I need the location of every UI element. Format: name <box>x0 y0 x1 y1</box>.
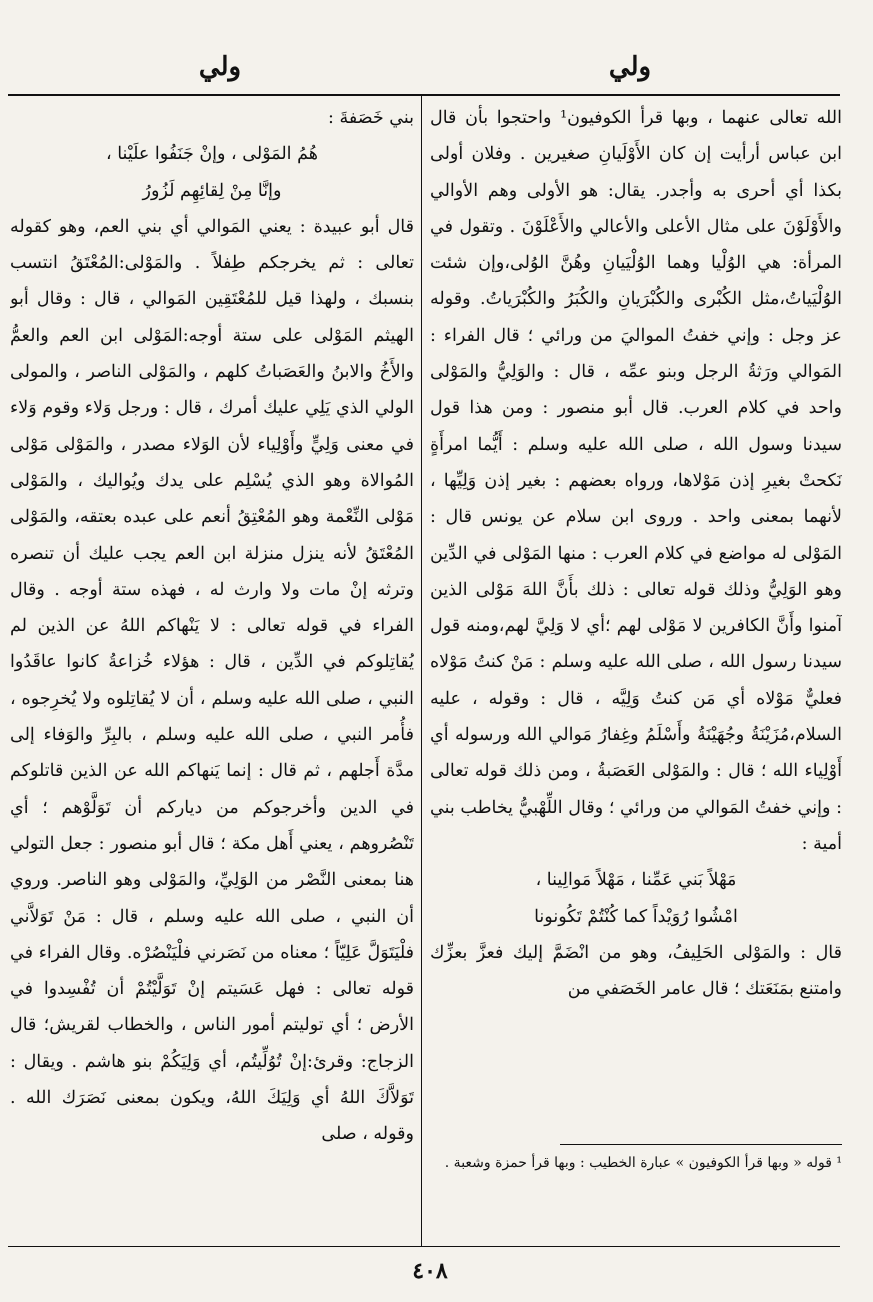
header-right-title: ولي <box>608 52 652 82</box>
footnote-rule <box>560 1144 842 1145</box>
column-divider <box>421 96 422 1246</box>
right-paragraph-1: الله تعالى عنهما ، وبها قرأ الكوفيون¹ واحتجوا بأن قال ابن عباس أرأيت إن كان الأَوْلَيانِ صغيرين . وفلان أولى بكذا أي أحرى به وأجدر. يقال: هو الأولى وهم الأوالي والأَوْلَوْنَ على مثال الأعلى والأعالي والأَعْلَوْنَ . وتقول في المرأة: هي الوُلْيا وهما الوُلْيَيانِ وهُنَّ الوُلى،وإن شئت الوُلْيَياتُ،مثل الكُبْرى والكُبْرَيانِ والكُبَرُ والكُبْرَياتُ. وقوله عز وجل : وإني خفتُ المواليَ من ورائي ؛ قال الفراء : المَوالي ورَثةُ الرجل وبنو عمِّه ، قال : والوَلِيُّ والمَوْلى واحد في كلام العرب. قال أبو منصور : ومن هذا قول سيدنا وسول الله ، صلى الله عليه وسلم : أَيُّما امرأَةٍ نَكحتْ بغيرِ إذن مَوْلاها، ورواه بعضهم : بغير إذن وَلِيِّها ، لأنهما بمعنى واحد . وروى ابن سلام عن يونس قال : المَوْلى له مواضع في كلام العرب : منها المَوْلى في الدِّين وهو الوَلِيُّ وذلك قوله تعالى : ذلك بأَنَّ اللهَ مَوْلى الذين آمنوا وأَنَّ الكافرين لا مَوْلى لهم ؛أي لا وَلِيَّ لهم،ومنه قول سيدنا رسول الله ، صلى الله عليه وسلم : مَنْ كنتُ مَوْلاه فعليٌّ مَوْلاه أي مَن كنتُ وَلِيَّه ، قال : وقوله ، عليه السلام،مُزَيْنَةُ وجُهَيْنَةُ وأَسْلَمُ وغِفارُ مَوالي الله ورسوله أي أَوْلِياء الله ؛ قال : والمَوْلى العَصَبةُ ، ومن ذلك قوله تعالى : وإني خفتُ المَوالي من ورائي ؛ وقال اللِّهْبيُّ يخاطب بني أمية : <box>430 108 842 854</box>
bottom-rule <box>8 1246 840 1247</box>
right-paragraph-2: قال : والمَوْلى الحَلِيفُ، وهو من انْضَمَّ إليك فعزَّ بعزِّك وامتنع بمَنَعَتك ؛ قال عامر الخَصَفي من <box>430 942 842 1000</box>
left-column <box>10 100 414 1240</box>
right-verse-2: امْشُوا رُوَيْداً كما كُنْتُمْ تَكُونونا <box>534 906 738 927</box>
right-verse-1: مَهْلاً بَني عَمِّنا ، مَهْلاً مَوالِينا ، <box>535 870 737 891</box>
left-verse-1: هُمُ المَوْلى ، وإنْ جَنَفُوا علَيْنا ، <box>106 144 318 165</box>
page-number: ٤٠٨ <box>412 1258 448 1284</box>
left-paragraph-0: بني خَصَفةَ : <box>328 108 414 128</box>
footnote: ¹ قوله « وبها قرأ الكوفيون » عبارة الخطيب : وبها قرأ حمزة وشعبة . <box>444 1155 842 1171</box>
header-left-title: ولي <box>198 52 242 82</box>
left-paragraph-1: قال أبو عبيدة : يعني المَوالي أي بني العم، وهو كقوله تعالى : ثم يخرجكم طِفلاً . والمَوْلى:المُعْتَقُ انتسب بنسبك ، ولهذا قيل للمُعْتَقِين المَوالي ، قال : وقال أبو الهيثم المَوْلى على ستة أوجه:المَوْلى ابن العم والعمُّ والأَخُ والابنُ والعَصَباتُ كلهم ، والمَوْلى الناصر ، والمولى الولي الذي يَلِي عليك أمرك ، قال : ورجل وَلاء وقوم وَلاء في معنى وَلِيٍّ وأَوْلِياء لأن الوَلاء مصدر ، والمَوْلى مَوْلى المُوالاة وهو الذي يُسْلِم على يدك ويُواليك ، والمَوْلى مَوْلى النِّعْمة وهو المُعْتِقُ أنعم على عبده بعتقه، والمَوْلى المُعْتَقُ لأنه ينزل منزلة ابن العم يجب عليك أن تنصره وترثه إنْ مات ولا وارث له ، فهذه ستة أوجه . وقال الفراء في قوله تعالى : لا يَنْهاكم اللهُ عن الذين لم يُقاتِلوكم في الدِّين ، قال : هؤلاء خُزاعةُ كانوا عاقَدُوا النبي ، صلى الله عليه وسلم ، أن لا يُقاتِلوه ولا يُخرِجوه ، فأُمر النبي ، صلى الله عليه وسلم ، بالبِرِّ والوَفاء إلى مدَّة أَجلهم ، ثم قال : إنما يَنهاكم الله عن الذين قاتلوكم في الدين وأخرجوكم من دياركم أن تَوَلَّوْهم ؛ أي تَنْصُروهم ، يعني أَهل مكة ؛ قال أبو منصور : جعل التولي هنا بمعنى النَّصْر من الوَلِيِّ، والمَوْلى وهو الناصر. وروي أن النبي ، صلى الله عليه وسلم ، قال : مَنْ تَوَلاَّني فلْيَتَوَلَّ عَلِيّاً ؛ معناه من نَصَرني فلْيَنْصُرْه. وقال الفراء في قوله تعالى : فهل عَسَيتم إنْ تَوَلَّيْتُمْ أن تُفْسِدوا في الأرض ؛ أي توليتم أمور الناس ، والخطاب لقريش؛ قال الزجاج: وقرئ:إنْ تُوُلِّيتُم، أي وَلِيَكُمْ بنو هاشم . ويقال : تَوَلاَّكَ اللهُ أي وَلِيَكَ اللهُ، ويكون بمعنى نَصَرَك الله . وقوله ، صلى <box>10 216 414 1145</box>
header-rule <box>8 94 840 96</box>
left-verse-2: وإنَّا مِنْ لِقائِهِم لَزُورُ <box>142 180 282 201</box>
right-column <box>430 100 842 1140</box>
